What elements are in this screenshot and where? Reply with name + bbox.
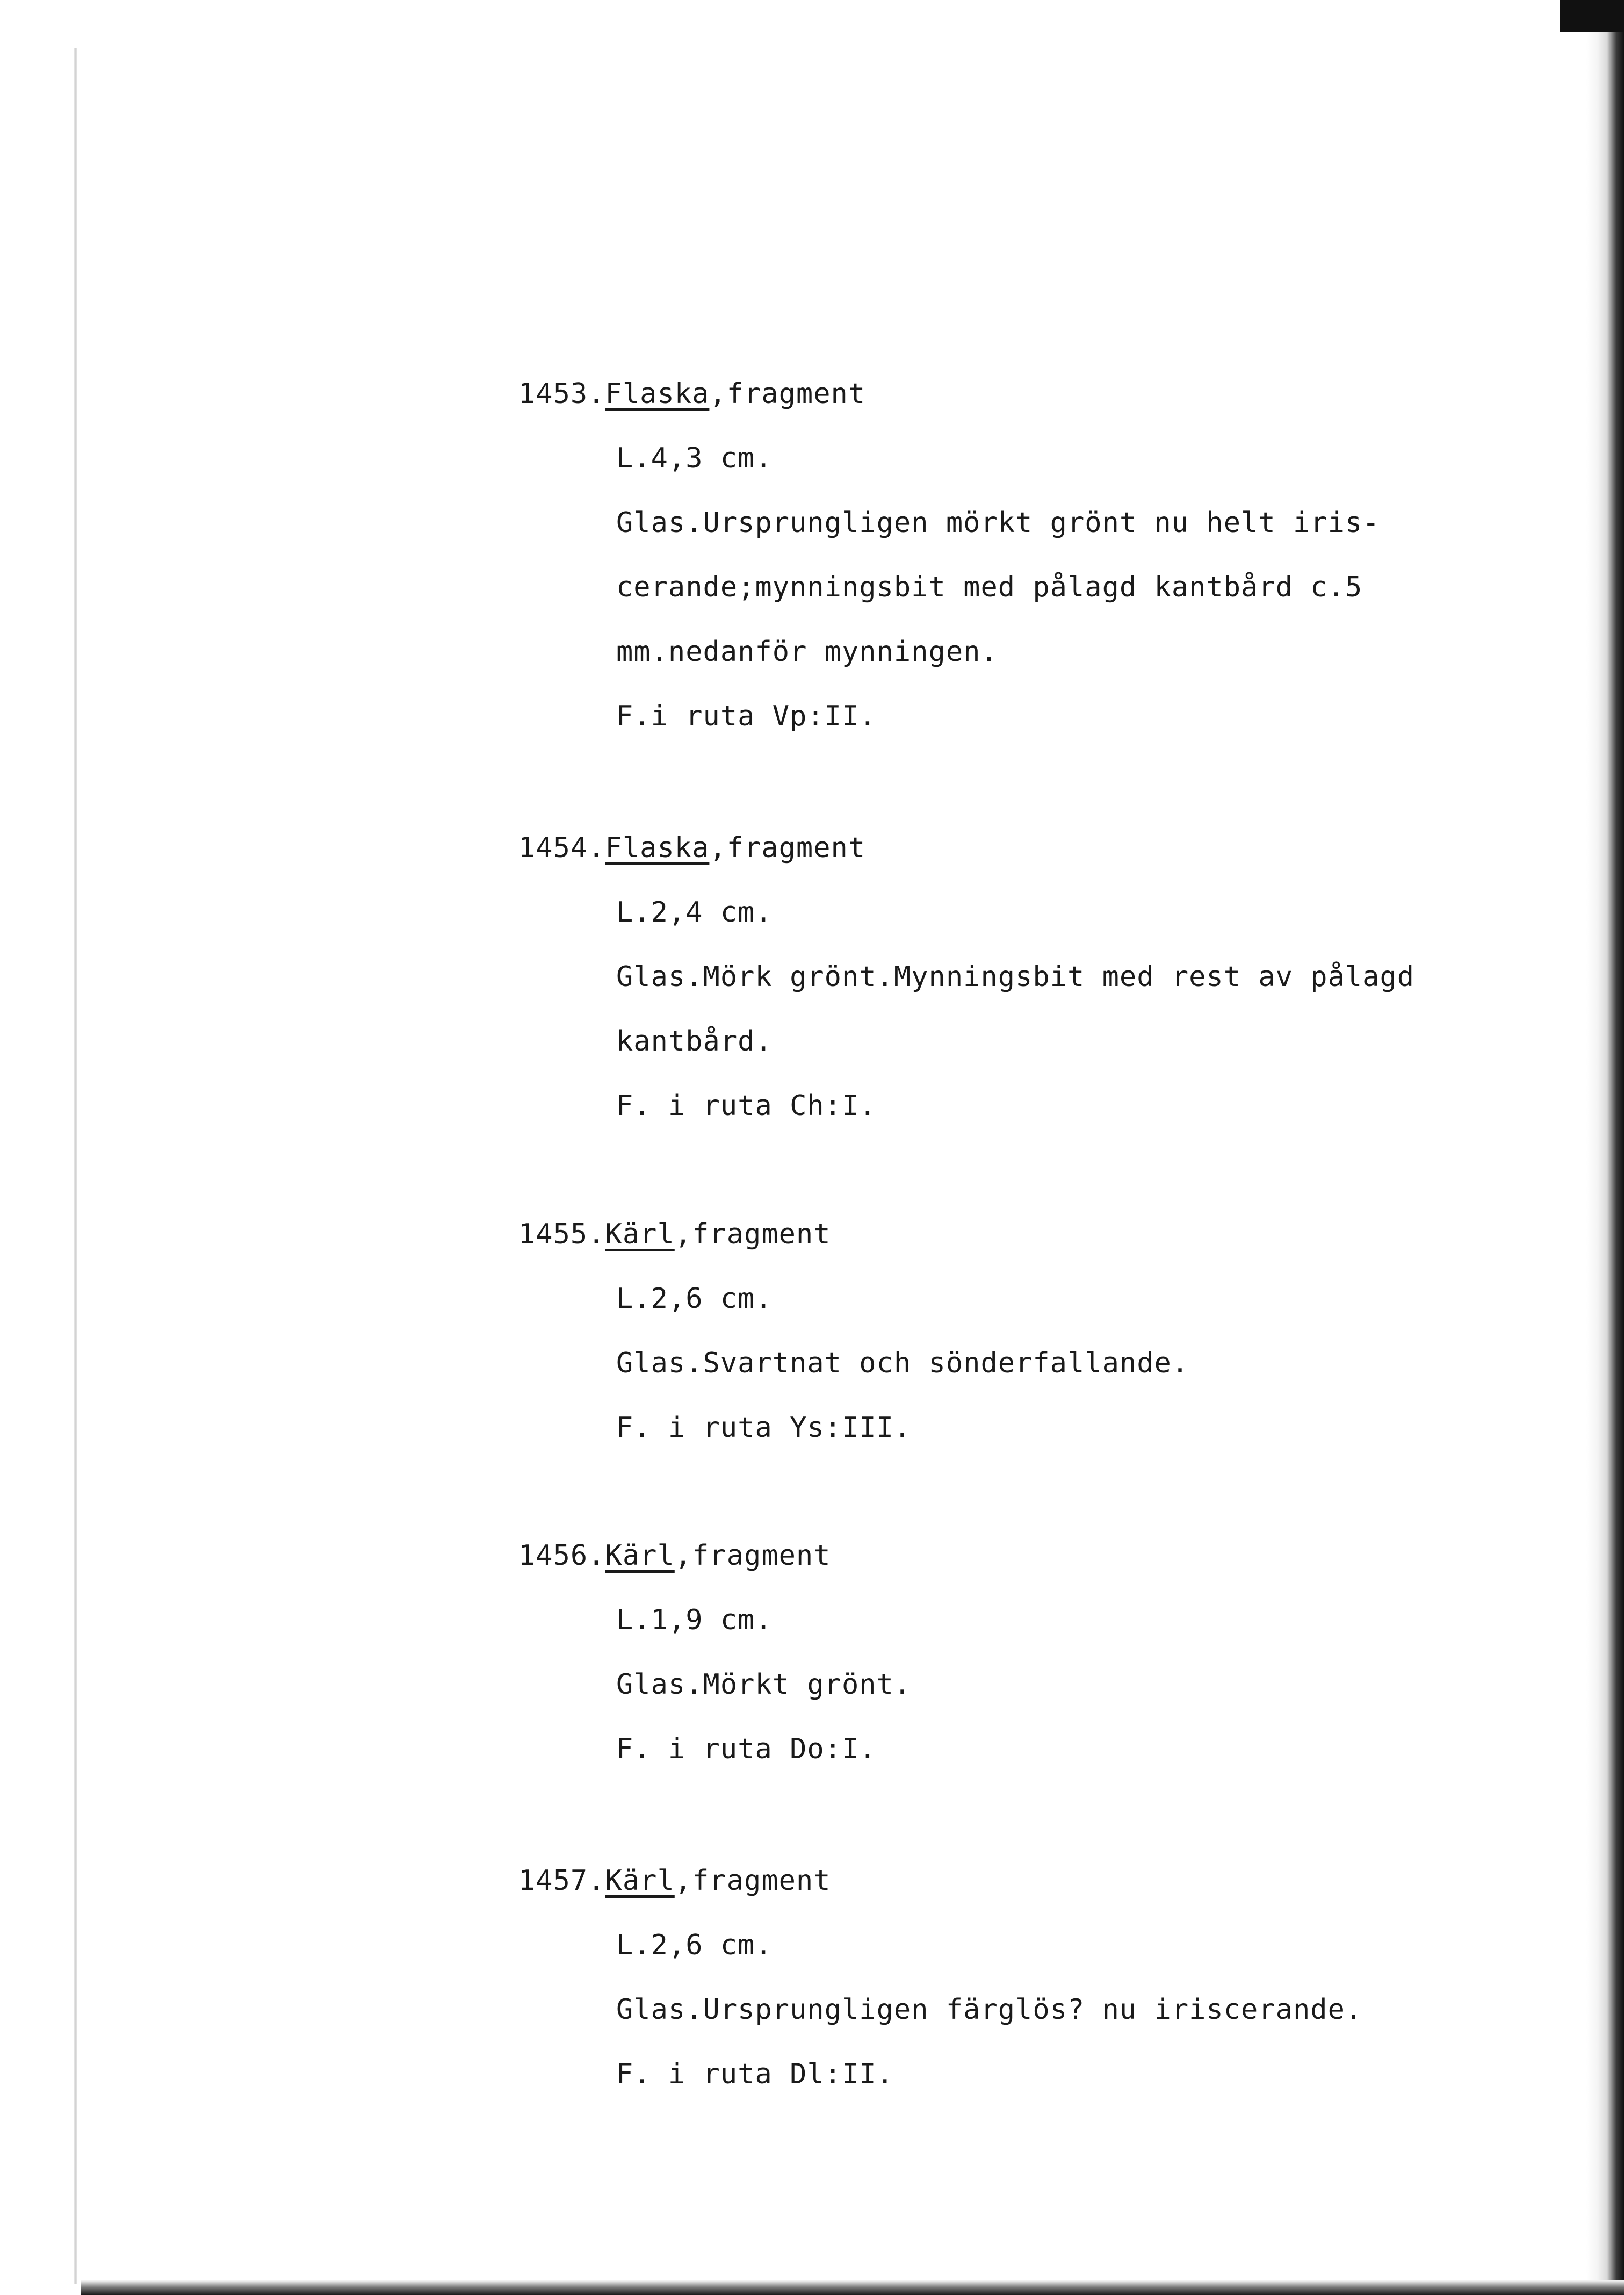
scan-right-edge <box>1586 32 1624 2295</box>
entry-findspot: F. i ruta Dl:II. <box>616 2058 894 2090</box>
catalog-entry-1455 <box>518 1202 1189 1460</box>
entry-description-line: Glas.Svartnat och sönderfallande. <box>616 1347 1189 1379</box>
scan-bottom-edge <box>81 2280 1624 2295</box>
catalog-entry-1454 <box>518 816 1414 1138</box>
entry-measurement: L.2,4 cm. <box>616 896 773 929</box>
entry-description-line: Glas.Ursprungligen färglös? nu iriscerande. <box>616 1994 1363 2026</box>
entry-object: Flaska <box>605 832 710 864</box>
entry-number: 1453. <box>518 378 605 410</box>
entry-findspot: F. i ruta Ys:III. <box>616 1412 912 1444</box>
entry-description-line: Glas.Mörkt grönt. <box>616 1668 912 1701</box>
entry-findspot: F. i ruta Do:I. <box>616 1733 877 1765</box>
entry-object-suffix: ,fragment <box>709 378 866 410</box>
catalog-entry-1457 <box>518 1848 1362 2106</box>
entry-heading <box>518 362 1380 426</box>
entry-measurement: L.2,6 cm. <box>616 1929 773 1961</box>
entry-description-line: Glas.Mörk grönt.Mynningsbit med rest av pålagd <box>616 961 1415 993</box>
catalog-entry-1453 <box>518 362 1380 749</box>
entry-object: Kärl <box>605 1539 675 1572</box>
entry-description-line: Glas.Ursprungligen mörkt grönt nu helt iris- <box>616 507 1380 539</box>
catalog-entry-1456 <box>518 1523 911 1781</box>
entry-description-line: mm.nedanför mynningen. <box>616 636 998 668</box>
entry-object-suffix: ,fragment <box>709 832 866 864</box>
entry-number: 1454. <box>518 832 605 864</box>
entry-measurement: L.1,9 cm. <box>616 1604 773 1636</box>
entry-object: Flaska <box>605 378 710 410</box>
entry-number: 1456. <box>518 1539 605 1572</box>
entry-findspot: F. i ruta Ch:I. <box>616 1090 877 1122</box>
entry-description-line: cerande;mynningsbit med pålagd kantbård c.5 <box>616 571 1363 603</box>
entry-object: Kärl <box>605 1218 675 1250</box>
entry-description-line: kantbård. <box>616 1025 773 1057</box>
entry-object-suffix: ,fragment <box>674 1865 831 1897</box>
entry-heading <box>518 1202 1189 1267</box>
entry-object-suffix: ,fragment <box>674 1218 831 1250</box>
entry-measurement: L.4,3 cm. <box>616 442 773 474</box>
entry-findspot: F.i ruta Vp:II. <box>616 700 877 732</box>
scan-corner-edge <box>1560 0 1624 32</box>
entry-heading <box>518 816 1414 880</box>
entry-number: 1455. <box>518 1218 605 1250</box>
entry-number: 1457. <box>518 1865 605 1897</box>
entry-measurement: L.2,6 cm. <box>616 1283 773 1315</box>
page-fold-shadow <box>74 48 77 2284</box>
entry-object: Kärl <box>605 1865 675 1897</box>
entry-object-suffix: ,fragment <box>674 1539 831 1572</box>
entry-heading <box>518 1523 911 1588</box>
entry-heading <box>518 1848 1362 1913</box>
